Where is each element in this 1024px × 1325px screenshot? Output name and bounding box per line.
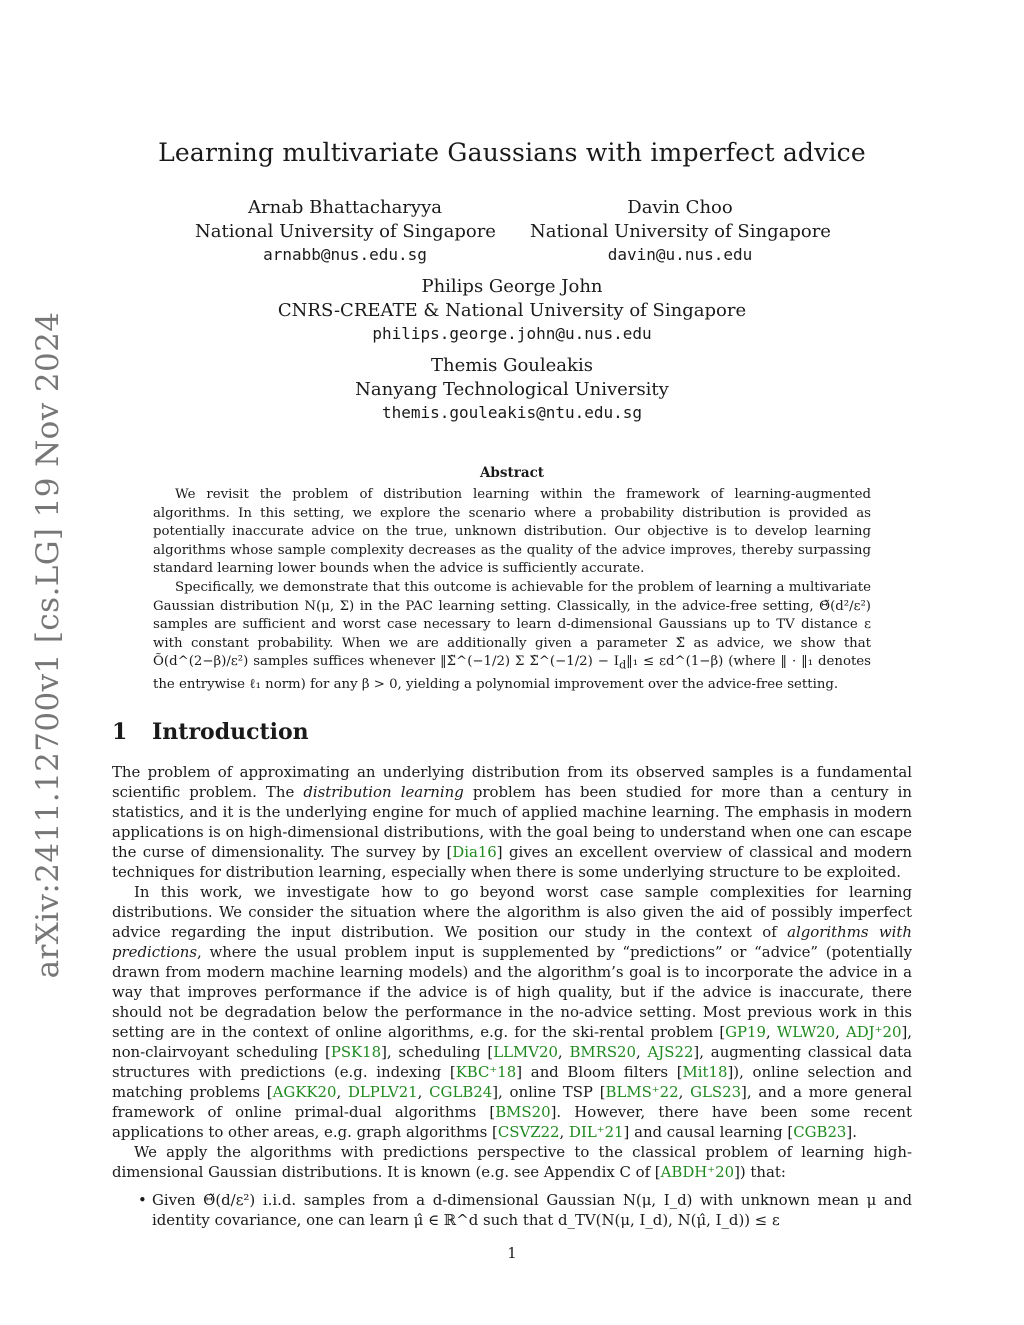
author-block: [530, 196, 830, 267]
citation-link[interactable]: BLMS⁺22: [605, 1083, 679, 1101]
citation-link[interactable]: AJS22: [647, 1043, 694, 1061]
citation-link[interactable]: BMS20: [495, 1103, 551, 1121]
section-heading: [112, 719, 309, 745]
section-title: Introduction: [152, 719, 309, 745]
author-name: Philips George John: [421, 276, 603, 297]
abstract: [153, 486, 871, 694]
abstract-paragraph: Specifically, we demonstrate that this outcome is achievable for the problem of learning a multivariate Gaussian distribution N(μ, Σ) in the PAC learning setting. Classically, in the advice-free setting, Θ̃(d²/ε²) samples are sufficient and worst case necessary to learn d-dimensional Gaussians up to TV distance ε with constant probability. When we are additionally given a parameter Σ̃ as advice, we show that Õ(d^(2−β)/ε²) samples suffices whenever ‖Σ̃^(−1/2) Σ Σ̃^(−1/2) − $I_d‖_1$ ≤ εd^(1−β) (where ‖ · ‖₁ denotes the entrywise ℓ₁ norm) for any β > 0, yielding a polynomial improvement over the advice-free setting.: [153, 579, 872, 692]
author-affiliation: National University of Singapore: [195, 220, 496, 242]
intro-paragraph: In this work, we investigate how to go beyond worst case sample complexities for learning distributions. We consider the situation where the algorithm is also given the aid of possibly imperfect advice regarding the input distribution. We position our study in the context of algorithms with predictions, where the usual problem input is supplemented by “predictions” or “advice” (potentially drawn from modern machine learning models) and the algorithm’s goal is to incorporate the advice in a way that improves performance if the advice is of high quality, but if the advice is inaccurate, there should not be degradation below the performance in the no-advice setting. Most previous work in this setting are in the context of online algorithms, e.g. for the ski-rental problem [GP19, WLW20, ADJ⁺20], non-clairvoyant scheduling [PSK18], scheduling [LLMV20, BMRS20, AJS22], augmenting classical data structures with predictions (e.g. indexing [KBC⁺18] and Bloom filters [Mit18]), online selection and matching problems [AGKK20, DLPLV21, CGLB24], online TSP [BLMS⁺22, GLS23], and a more general framework of online primal-dual algorithms [BMS20]. However, there have been some recent applications to other areas, e.g. graph algorithms [CSVZ22, DIL⁺21] and causal learning [CGB23].: [112, 883, 913, 1141]
author-name: Arnab Bhattacharyya: [247, 197, 442, 218]
citation-link[interactable]: CGLB24: [429, 1083, 493, 1101]
citation-link[interactable]: LLMV20: [493, 1043, 558, 1061]
citation-link[interactable]: ABDH⁺20: [660, 1163, 735, 1181]
bullet-icon: •: [138, 1191, 147, 1209]
abstract-heading: Abstract: [479, 465, 545, 481]
author-affiliation: National University of Singapore: [530, 220, 831, 242]
author-affiliation: Nanyang Technological University: [355, 378, 669, 400]
abstract-paragraph: We revisit the problem of distribution learning within the framework of learning-augmented algorithms. In this setting, we explore the scenario where a probability distribution is provided as potentially inaccurate advice on the true, unknown distribution. Our objective is to develop learning algorithms whose sample complexity decreases as the quality of the advice improves, thereby surpassing standard learning lower bounds when the advice is sufficiently accurate.: [153, 487, 871, 577]
citation-link[interactable]: KBC⁺18: [455, 1063, 517, 1081]
section-number: 1: [112, 719, 128, 745]
author-block: [195, 196, 495, 267]
citation-link[interactable]: Mit18: [682, 1063, 728, 1081]
author-name: Themis Gouleakis: [431, 355, 593, 376]
intro-paragraph: The problem of approximating an underlying distribution from its observed samples is a fundamental scientific problem. The distribution learning problem has been studied for more than a century in statistics, and it is the underlying engine for much of applied machine learning. The emphasis in modern applications is on high-dimensional distributions, with the goal being to understand when one can escape the curse of dimensionality. The survey by [Dia16] gives an excellent overview of classical and modern techniques for distribution learning, especially when there is some underlying structure to be exploited.: [112, 763, 912, 881]
author-email[interactable]: themis.gouleakis@ntu.edu.sg: [381, 403, 643, 422]
paper-title: Learning multivariate Gaussians with imperfect advice: [158, 138, 866, 167]
citation-link[interactable]: CGB23: [793, 1123, 847, 1141]
author-block: [262, 354, 762, 425]
citation-link[interactable]: DLPLV21: [347, 1083, 418, 1101]
intro-paragraph: We apply the algorithms with predictions perspective to the classical problem of learning high-dimensional Gaussian distributions. It is known (e.g. see Appendix C of [ABDH⁺20]) that:: [112, 1143, 912, 1181]
citation-link[interactable]: WLW20: [776, 1023, 836, 1041]
citation-link[interactable]: PSK18: [330, 1043, 382, 1061]
citation-link[interactable]: BMRS20: [569, 1043, 637, 1061]
author-affiliation: CNRS-CREATE & National University of Singapore: [277, 299, 747, 321]
citation-link[interactable]: DIL⁺21: [569, 1123, 624, 1141]
citation-link[interactable]: Dia16: [452, 843, 497, 861]
arxiv-id: arXiv:2411.12700v1 [cs.LG] 19 Nov 2024: [30, 311, 66, 979]
introduction-body: [112, 762, 912, 1230]
citation-link[interactable]: GP19: [725, 1023, 767, 1041]
author-email[interactable]: davin@u.nus.edu: [607, 245, 753, 264]
author-block: [212, 275, 812, 346]
author-name: Davin Choo: [627, 197, 733, 218]
author-email[interactable]: philips.george.john@u.nus.edu: [372, 324, 652, 343]
page-number: 1: [507, 1246, 517, 1262]
author-email[interactable]: arnabb@nus.edu.sg: [263, 245, 427, 264]
citation-link[interactable]: GLS23: [690, 1083, 742, 1101]
citation-link[interactable]: ADJ⁺20: [845, 1023, 902, 1041]
arxiv-sidebar-stamp: [22, 311, 74, 979]
bullet-list: [112, 1190, 912, 1230]
citation-link[interactable]: AGKK20: [272, 1083, 337, 1101]
citation-link[interactable]: CSVZ22: [497, 1123, 560, 1141]
list-item: • Given Θ̃(d/ε²) i.i.d. samples from a d-dimensional Gaussian N(μ, I_d) with unknown mean μ and identity covariance, one can learn μ̂ ∈ ℝ^d such that d_TV(N(μ, I_d), N(μ̂, I_d)) ≤ ε: [138, 1191, 912, 1229]
